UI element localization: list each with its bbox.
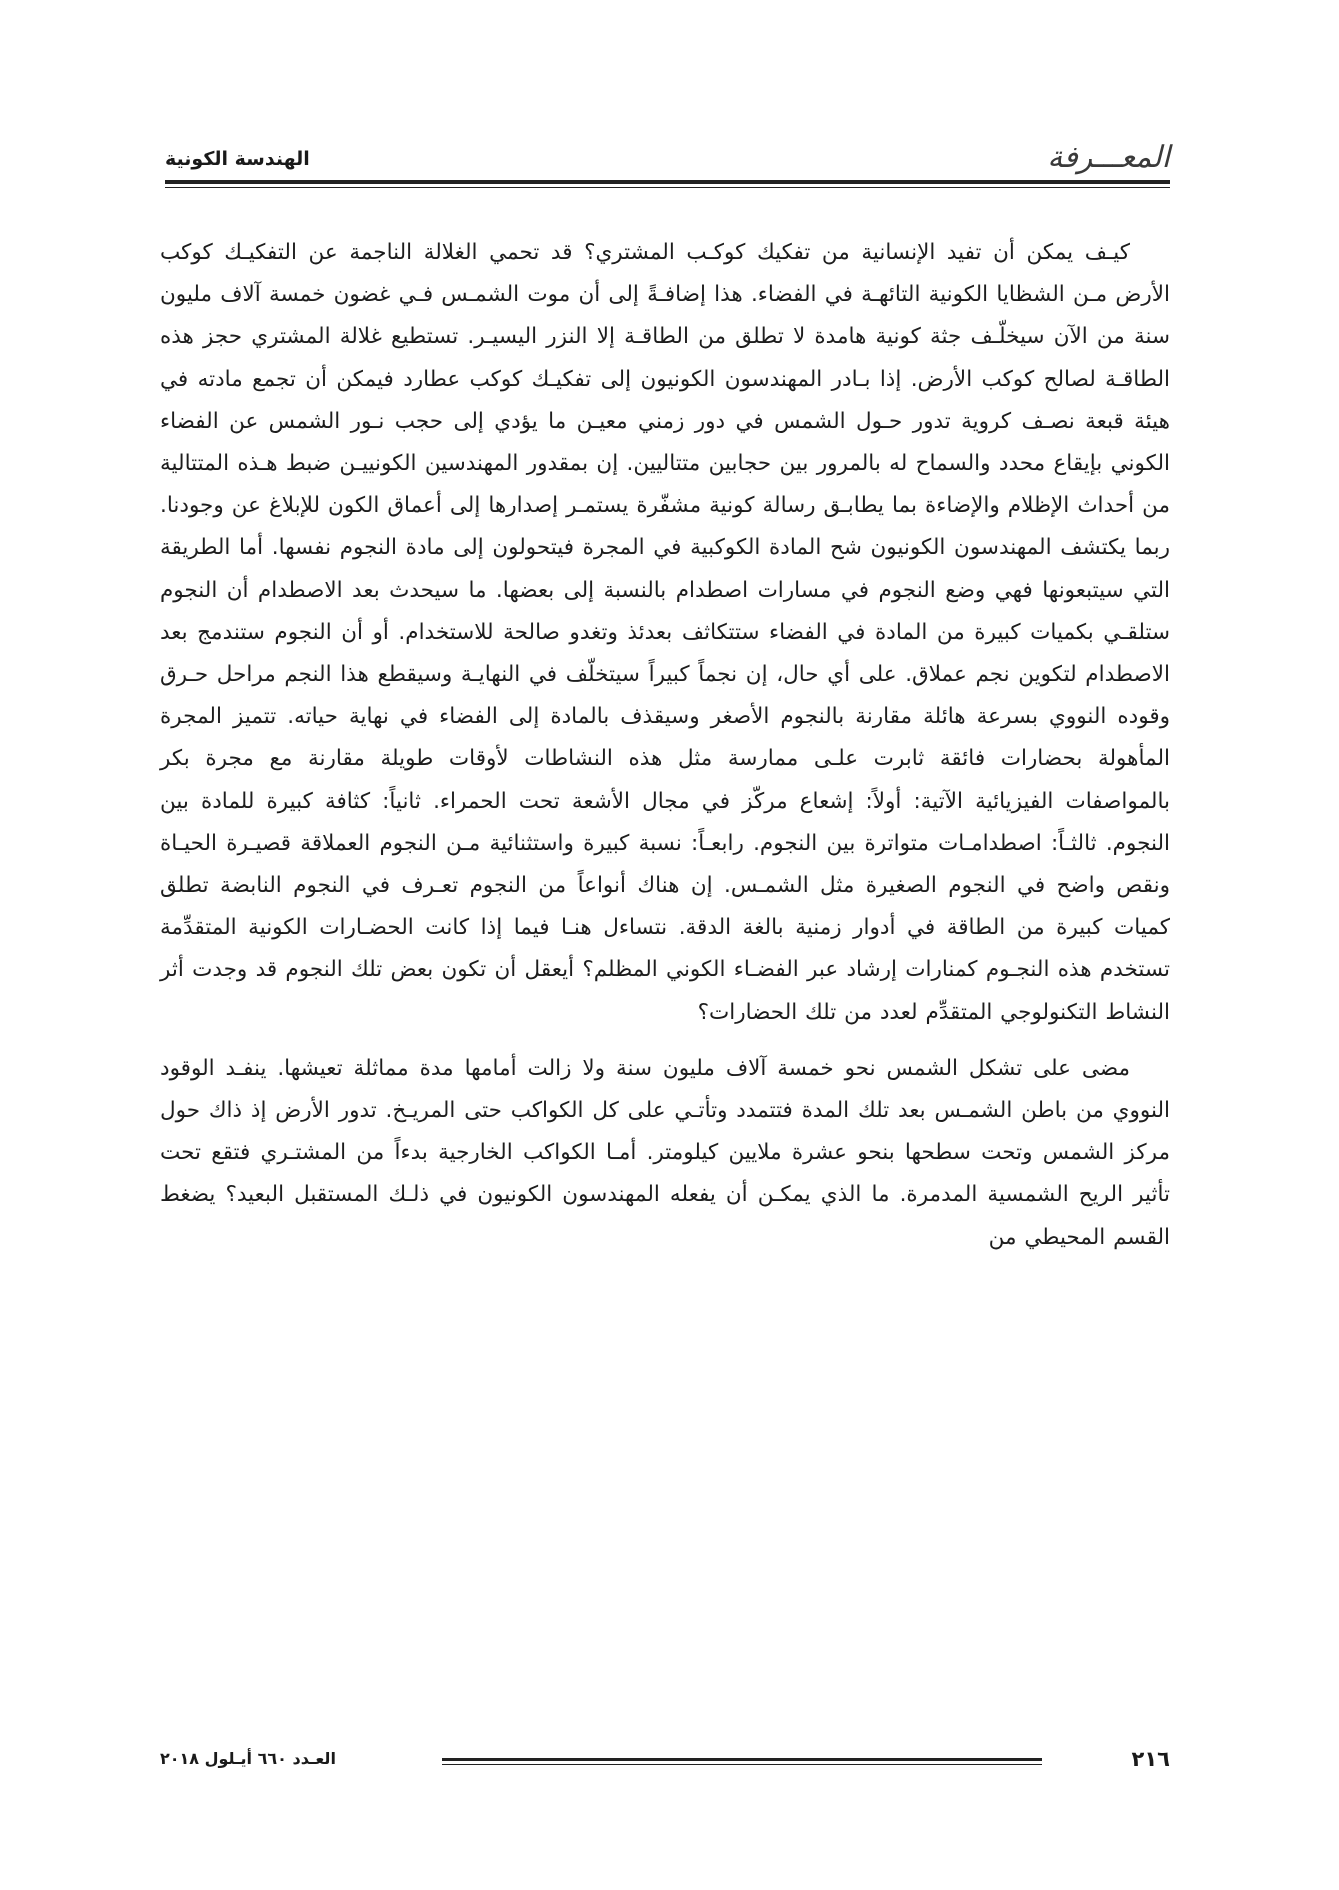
page-number: ٢١٦ — [1131, 1747, 1170, 1771]
paragraph: كيـف يمكن أن تفيد الإنسانية من تفكيك كوكـب المشتري؟ قد تحمي الغلالة الناجمة عن التفكيـك كوكب الأرض مـن الشظايا الكونية التائهـة في الفضاء. هذا إضافـةً إلى أن موت الشمـس فـي غضون خمسة آلاف مليون سنة من الآن سيخلّـف جثة كونية هامدة لا تطلق من الطاقـة إلا النزر اليسيـر. تستطيع غلالة المشتري حجز هذه الطاقـة لصالح كوكب الأرض. إذا بـادر المهندسون الكونيون إلى تفكيـك كوكب عطارد فيمكن أن تجمع مادته في هيئة قبعة نصـف كروية تدور حـول الشمس في دور زمني معيـن ما يؤدي إلى حجب نـور الشمس عن الفضاء الكوني بإيقاع محدد والسماح له بالمرور بين حجابين متتاليين. إن بمقدور المهندسين الكونييـن ضبط هـذه المتتالية من أحداث الإظلام والإضاءة بما يطابـق رسالة كونية مشفّرة يستمـر إصدارها إلى أعماق الكون للإبلاغ عن وجودنا. ربما يكتشف المهندسون الكونيون شح المادة الكوكبية في المجرة فيتحولون إلى مادة النجوم نفسها. أما الطريقة التي سيتبعونها فهي وضع النجوم في مسارات اصطدام بالنسبة إلى بعضها. ما سيحدث بعد الاصطدام أن النجوم ستلقـي بكميات كبيرة من المادة في الفضاء ستتكاثف بعدئذ وتغدو صالحة للاستخدام. أو أن النجوم ستندمج بعد الاصطدام لتكوين نجم عملاق. على أي حال، إن نجماً كبيراً سيتخلّف في النهايـة وسيقطع هذا النجم مراحل حـرق وقوده النووي بسرعة هائلة مقارنة بالنجوم الأصغر وسيقذف بالمادة إلى الفضاء في نهاية حياته. تتميز المجرة المأهولة بحضارات فائقة ثابرت علـى ممارسة مثل هذه النشاطات لأوقات طويلة مقارنة مع مجرة بكر بالمواصفات الفيزيائية الآتية: أولاً: إشعاع مركّز في مجال الأشعة تحت الحمراء. ثانياً: كثافة كبيرة للمادة بين النجوم. ثالثـاً: اصطدامـات متواترة بين النجوم. رابعـاً: نسبة كبيرة واستثنائية مـن النجوم العملاقة قصيـرة الحيـاة ونقص واضح في النجوم الصغيرة مثل الشمـس. إن هناك أنواعاً من النجوم تعـرف في النجوم النابضة تطلق كميات كبيرة من الطاقة في أدوار زمنية بالغة الدقة. نتساءل هنـا فيما إذا كانت الحضـارات الكونية المتقدِّمة تستخدم هذه النجـوم كمنارات إرشاد عبر الفضـاء الكوني المظلم؟ أيعقل أن تكون بعض تلك النجوم قد وجدت أثر النشاط التكنولوجي المتقدِّم لعدد من تلك الحضارات؟ — [160, 240, 1170, 1025]
footer-divider — [442, 1758, 1042, 1761]
page-footer — [160, 1745, 1170, 1785]
header-divider — [165, 180, 1170, 184]
article-body — [160, 232, 1170, 1259]
paragraph: مضى على تشكل الشمس نحو خمسة آلاف مليون سنة ولا زالت أمامها مدة مماثلة تعيشها. ينفـد الوقود النووي من باطن الشمـس بعد تلك المدة فتتمدد وتأتـي على كل الكواكب حتى المريـخ. تدور الأرض إذ ذاك حول مركز الشمس وتحت سطحها بنحو عشرة ملايين كيلومتر. أمـا الكواكب الخارجية بدءاً من المشتـري فتقع تحت تأثير الريح الشمسية المدمرة. ما الذي يمكـن أن يفعله المهندسون الكونيون في ذلـك المستقبل البعيد؟ يضغط القسم المحيطي من — [160, 1055, 1170, 1250]
page-header — [165, 138, 1170, 178]
magazine-logo: المعـــرفة — [1047, 140, 1170, 175]
issue-info: العـدد ٦٦٠ أيـلول ٢٠١٨ — [160, 1749, 336, 1768]
header-divider-thin — [165, 187, 1170, 188]
footer-divider-thin — [442, 1764, 1042, 1765]
section-title: الهندسة الكونية — [165, 148, 310, 170]
